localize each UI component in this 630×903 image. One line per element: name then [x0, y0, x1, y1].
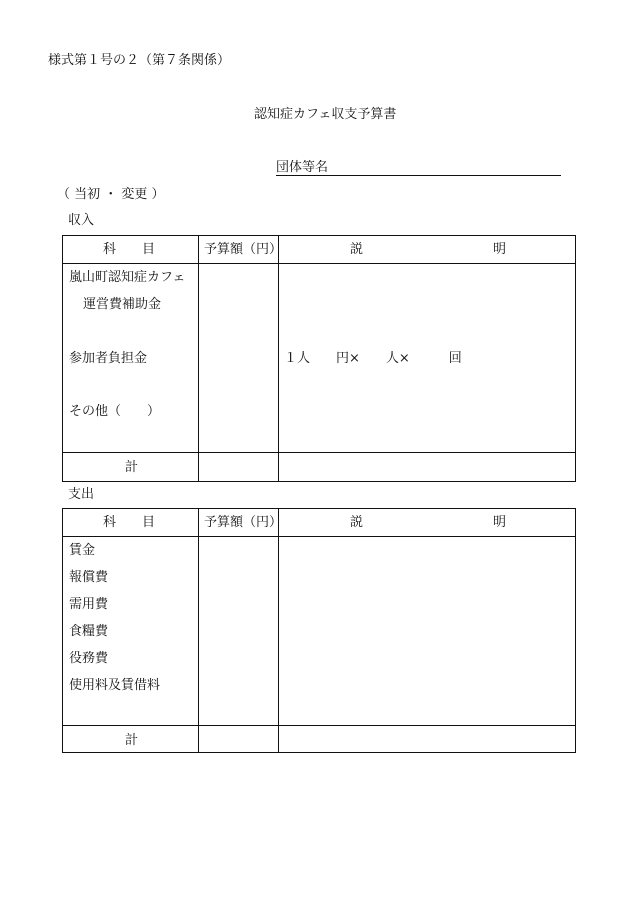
header-description-left: 説	[350, 242, 364, 257]
expense-item: 需用費	[69, 597, 109, 612]
income-item-subsidy-line2: 運営費補助金	[83, 297, 162, 312]
header-item: 科 目	[103, 515, 156, 530]
budget-type-selector: （ 当初 ・ 変更 ）	[57, 187, 165, 202]
document-title: 認知症カフェ収支予算書	[254, 107, 397, 122]
organization-name-label: 団体等名	[276, 160, 329, 175]
column-divider	[198, 509, 199, 752]
income-table	[62, 235, 576, 482]
header-divider	[63, 536, 575, 537]
income-header-row	[63, 236, 575, 263]
header-description-right: 明	[493, 515, 507, 530]
header-item: 科 目	[103, 242, 156, 257]
total-divider	[63, 725, 575, 726]
income-section-label: 収入	[68, 213, 95, 228]
column-divider	[278, 236, 279, 481]
income-participant-fee-description: １人 円× 人× 回	[284, 351, 462, 366]
expense-header-row	[63, 509, 575, 536]
expense-total-label: 計	[125, 733, 139, 748]
header-divider	[63, 263, 575, 264]
income-item-subsidy-line1: 嵐山町認知症カフェ	[69, 270, 186, 285]
total-divider	[63, 452, 575, 453]
header-description-left: 説	[350, 515, 364, 530]
income-item-other: その他（ ）	[69, 404, 161, 419]
expense-item: 報償費	[69, 570, 109, 585]
expense-table	[62, 508, 576, 753]
income-item-participant-fee: 参加者負担金	[69, 351, 148, 366]
form-number: 様式第１号の２（第７条関係）	[48, 53, 231, 68]
column-divider	[278, 509, 279, 752]
header-description-right: 明	[493, 242, 507, 257]
expense-item: 食糧費	[69, 624, 109, 639]
column-divider	[198, 236, 199, 481]
expense-item: 賃金	[69, 543, 96, 558]
header-amount: 予算額（円）	[204, 242, 283, 257]
income-total-label: 計	[125, 460, 139, 475]
expense-section-label: 支出	[68, 487, 95, 502]
expense-item: 役務費	[69, 651, 109, 666]
header-amount: 予算額（円）	[204, 515, 283, 530]
organization-name-field[interactable]	[276, 175, 561, 176]
expense-item: 使用料及賃借料	[69, 678, 161, 693]
